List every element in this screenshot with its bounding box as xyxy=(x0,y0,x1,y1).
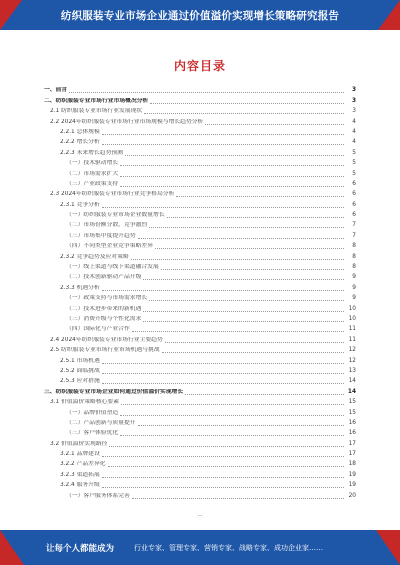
toc-entry-label: （三）客户体验优化 xyxy=(66,430,119,437)
toc-entry-label: （一）政策支持与市场需求增长 xyxy=(66,295,148,302)
toc-entry[interactable] xyxy=(44,281,356,291)
table-of-contents xyxy=(44,84,356,500)
toc-entry[interactable] xyxy=(44,385,356,395)
toc-entry-page: 6 xyxy=(352,212,356,219)
toc-entry-page: 4 xyxy=(352,128,356,135)
toc-entry-page: 3 xyxy=(351,97,356,104)
toc-leader-dots xyxy=(125,155,344,156)
toc-entry-label: 2.3 2024年纺织服装专业市场行业竞争格局分析 xyxy=(50,191,175,198)
toc-entry-label: 2.2.3 未来增长趋势预测 xyxy=(60,149,123,156)
toc-entry[interactable] xyxy=(44,313,356,323)
footer-accent-right xyxy=(376,530,400,565)
toc-entry-label: （二）市场份额分散，竞争激烈 xyxy=(66,222,148,229)
toc-entry[interactable] xyxy=(44,261,356,271)
toc-entry[interactable] xyxy=(44,250,356,260)
toc-leader-dots xyxy=(138,238,344,239)
toc-entry-page: 10 xyxy=(348,315,356,322)
toc-leader-dots xyxy=(205,124,344,125)
toc-entry-label: 3.2.1 品牌建设 xyxy=(60,451,100,458)
toc-leader-dots xyxy=(102,290,344,291)
toc-entry[interactable] xyxy=(44,323,356,333)
toc-entry-page: 6 xyxy=(352,201,356,208)
toc-entry[interactable] xyxy=(44,354,356,364)
toc-entry[interactable] xyxy=(44,188,356,198)
report-title: 纺织服装专业市场企业通过价值溢价实现增长策略研究报告 xyxy=(60,10,340,22)
toc-entry-label: （二）技术创新驱动产品升级 xyxy=(66,274,142,281)
toc-leader-dots xyxy=(161,269,344,270)
toc-entry-page: 16 xyxy=(348,419,356,426)
toc-entry-label: （二）技术进步带来的新机遇 xyxy=(66,305,142,312)
toc-leader-dots xyxy=(162,352,344,353)
toc-leader-dots xyxy=(102,487,344,488)
toc-leader-dots xyxy=(69,92,344,93)
toc-entry-page: 9 xyxy=(352,295,356,302)
toc-leader-dots xyxy=(149,227,344,228)
toc-entry-page: 5 xyxy=(352,160,356,167)
toc-entry-page: 5 xyxy=(352,149,356,156)
toc-entry-label: （四）不同类型企业竞争策略差异 xyxy=(66,243,153,250)
toc-entry[interactable] xyxy=(44,375,356,385)
toc-title: 内容目录 xyxy=(173,59,226,73)
toc-entry[interactable] xyxy=(44,178,356,188)
toc-entry-page: 19 xyxy=(348,471,356,478)
toc-entry-page: 4 xyxy=(352,118,356,125)
page-marker: — xyxy=(197,513,203,519)
toc-entry-label: （一）客户服务体系完善 xyxy=(66,492,130,499)
toc-entry-label: 3.1 价值溢价策略核心要素 xyxy=(50,399,120,406)
toc-leader-dots xyxy=(102,373,344,374)
toc-entry-page: 3 xyxy=(352,108,356,115)
toc-entry-label: 3.2 价值溢价实现路径 xyxy=(50,440,108,447)
footer-slogan: 让每个人都能成为 xyxy=(46,544,115,554)
toc-entry[interactable] xyxy=(44,302,356,312)
toc-entry[interactable] xyxy=(44,406,356,416)
toc-entry[interactable] xyxy=(44,146,356,156)
toc-entry[interactable] xyxy=(44,489,356,499)
toc-entry-page: 11 xyxy=(348,336,356,343)
toc-leader-dots xyxy=(109,446,344,447)
toc-entry-page: 14 xyxy=(348,378,356,385)
toc-entry-label: （一）品牌价值塑造 xyxy=(66,409,119,416)
toc-entry-page: 4 xyxy=(352,139,356,146)
footer-accent-left xyxy=(0,530,24,565)
toc-entry-label: 2.4 2024年纺织服装专业市场行业主要趋势 xyxy=(50,336,163,343)
toc-entry[interactable] xyxy=(44,468,356,478)
toc-entry-label: 3.2.2 产品差异化 xyxy=(60,461,106,468)
toc-entry-label: （一）纺织服装专业市场企业数量增长 xyxy=(66,212,165,219)
toc-leader-dots xyxy=(102,383,344,384)
toc-entry[interactable] xyxy=(44,115,356,125)
toc-entry-label: 2.1 纺织服装专业市场行业发展现状 xyxy=(50,108,143,115)
toc-entry[interactable] xyxy=(44,198,356,208)
toc-leader-dots xyxy=(102,363,344,364)
toc-entry-page: 8 xyxy=(352,243,356,250)
toc-leader-dots xyxy=(102,456,344,457)
toc-leader-dots xyxy=(120,165,344,166)
toc-entry-label: （一）技术驱动增长 xyxy=(66,160,119,167)
toc-entry-page: 6 xyxy=(352,180,356,187)
toc-entry-label: 2.5.1 市场机遇 xyxy=(60,357,100,364)
toc-entry-page: 14 xyxy=(347,388,356,395)
toc-entry[interactable] xyxy=(44,344,356,354)
toc-entry-page: 6 xyxy=(352,191,356,198)
toc-entry-page: 12 xyxy=(348,347,356,354)
toc-entry-page: 18 xyxy=(348,461,356,468)
toc-leader-dots xyxy=(138,425,344,426)
toc-entry-label: 2.5 纺织服装专业市场行业市场机遇与挑战 xyxy=(50,347,160,354)
footer-roles: 行业专家、管理专家、营销专家、战略专家、成功企业家…… xyxy=(134,544,323,552)
toc-entry[interactable] xyxy=(44,157,356,167)
toc-entry-label: 3.2.3 渠道拓展 xyxy=(60,471,100,478)
toc-entry-label: （二）市场需求扩大 xyxy=(66,170,119,177)
toc-entry[interactable] xyxy=(44,209,356,219)
toc-leader-dots xyxy=(132,331,344,332)
toc-entry-label: 2.3.2 竞争趋势及应对策略 xyxy=(60,253,129,260)
header-banner xyxy=(0,0,400,30)
toc-entry-page: 15 xyxy=(348,409,356,416)
toc-entry-page: 3 xyxy=(351,87,356,94)
toc-entry[interactable] xyxy=(44,271,356,281)
toc-entry-label: 2.2.1 总体规模 xyxy=(60,128,100,135)
toc-entry-page: 5 xyxy=(352,170,356,177)
toc-entry-label: 三、纺织服装专业市场企业如何通过价值溢价实现增长 xyxy=(44,388,184,395)
toc-entry-label: （二）产品创新与质量提升 xyxy=(66,419,136,426)
toc-entry[interactable] xyxy=(44,219,356,229)
toc-entry-page: 9 xyxy=(352,274,356,281)
toc-entry[interactable] xyxy=(44,240,356,250)
toc-leader-dots xyxy=(120,435,344,436)
toc-entry[interactable] xyxy=(44,126,356,136)
toc-entry-page: 8 xyxy=(352,264,356,271)
toc-entry-label: 2.5.2 面临挑战 xyxy=(60,367,100,374)
toc-entry-label: （一）线上渠道与线下渠道融合发展 xyxy=(66,264,159,271)
toc-entry-page: 20 xyxy=(348,492,356,499)
toc-leader-dots xyxy=(131,259,344,260)
toc-entry-page: 19 xyxy=(348,482,356,489)
toc-entry-label: （三）消费升级与个性化需求 xyxy=(66,315,142,322)
toc-entry[interactable] xyxy=(44,84,356,94)
toc-entry-label: （四）国际化与产业合作 xyxy=(66,326,130,333)
footer-banner xyxy=(0,530,400,565)
toc-leader-dots xyxy=(165,342,344,343)
toc-entry-page: 9 xyxy=(352,284,356,291)
toc-leader-dots xyxy=(121,404,344,405)
toc-leader-dots xyxy=(143,321,344,322)
toc-leader-dots xyxy=(143,311,344,312)
toc-leader-dots xyxy=(167,217,344,218)
toc-entry[interactable] xyxy=(44,229,356,239)
toc-leader-dots xyxy=(120,415,344,416)
toc-entry[interactable] xyxy=(44,94,356,104)
toc-leader-dots xyxy=(120,186,344,187)
toc-entry-page: 13 xyxy=(348,367,356,374)
toc-leader-dots xyxy=(120,176,344,177)
toc-entry-label: 2.2 2024年纺织服装专业市场行业市场规模与增长趋势分析 xyxy=(50,118,204,125)
toc-entry-label: （三）产业政策支持 xyxy=(66,180,119,187)
toc-entry-label: 2.3.1 竞争分析 xyxy=(60,201,100,208)
toc-entry-page: 17 xyxy=(348,440,356,447)
toc-entry[interactable] xyxy=(44,437,356,447)
toc-leader-dots xyxy=(102,207,344,208)
toc-leader-dots xyxy=(102,134,344,135)
toc-leader-dots xyxy=(155,248,344,249)
toc-entry[interactable] xyxy=(44,167,356,177)
toc-entry-page: 12 xyxy=(348,357,356,364)
toc-entry[interactable] xyxy=(44,292,356,302)
toc-leader-dots xyxy=(102,477,344,478)
toc-entry[interactable] xyxy=(44,427,356,437)
toc-entry-label: 一、前言 xyxy=(44,87,68,94)
toc-entry-page: 7 xyxy=(352,232,356,239)
toc-leader-dots xyxy=(144,113,344,114)
toc-entry-page: 7 xyxy=(352,222,356,229)
toc-entry[interactable] xyxy=(44,136,356,146)
toc-entry-page: 10 xyxy=(348,305,356,312)
toc-leader-dots xyxy=(150,103,344,104)
toc-entry[interactable] xyxy=(44,448,356,458)
toc-leader-dots xyxy=(108,466,344,467)
toc-entry[interactable] xyxy=(44,333,356,343)
toc-entry-page: 17 xyxy=(348,451,356,458)
toc-entry-label: 3.2.4 服务升级 xyxy=(60,482,100,489)
toc-leader-dots xyxy=(102,144,344,145)
toc-entry-label: 2.5.3 应对措施 xyxy=(60,378,100,385)
toc-entry[interactable] xyxy=(44,458,356,468)
toc-leader-dots xyxy=(176,196,344,197)
toc-entry-label: 2.3.3 机遇分析 xyxy=(60,284,100,291)
toc-entry-label: 2.2.2 增长分析 xyxy=(60,139,100,146)
toc-leader-dots xyxy=(143,279,344,280)
toc-entry-page: 8 xyxy=(352,253,356,260)
toc-entry[interactable] xyxy=(44,365,356,375)
toc-entry[interactable] xyxy=(44,396,356,406)
toc-entry[interactable] xyxy=(44,105,356,115)
toc-entry-label: （三）市场集中度提升趋势 xyxy=(66,232,136,239)
toc-entry-page: 15 xyxy=(348,399,356,406)
toc-leader-dots xyxy=(149,300,344,301)
toc-entry[interactable] xyxy=(44,417,356,427)
toc-entry[interactable] xyxy=(44,479,356,489)
toc-entry-page: 11 xyxy=(348,326,356,333)
toc-entry-page: 16 xyxy=(348,430,356,437)
toc-leader-dots xyxy=(132,498,344,499)
toc-leader-dots xyxy=(185,394,344,395)
toc-entry-label: 二、纺织服装专业市场行业市场概况分析 xyxy=(44,97,149,104)
